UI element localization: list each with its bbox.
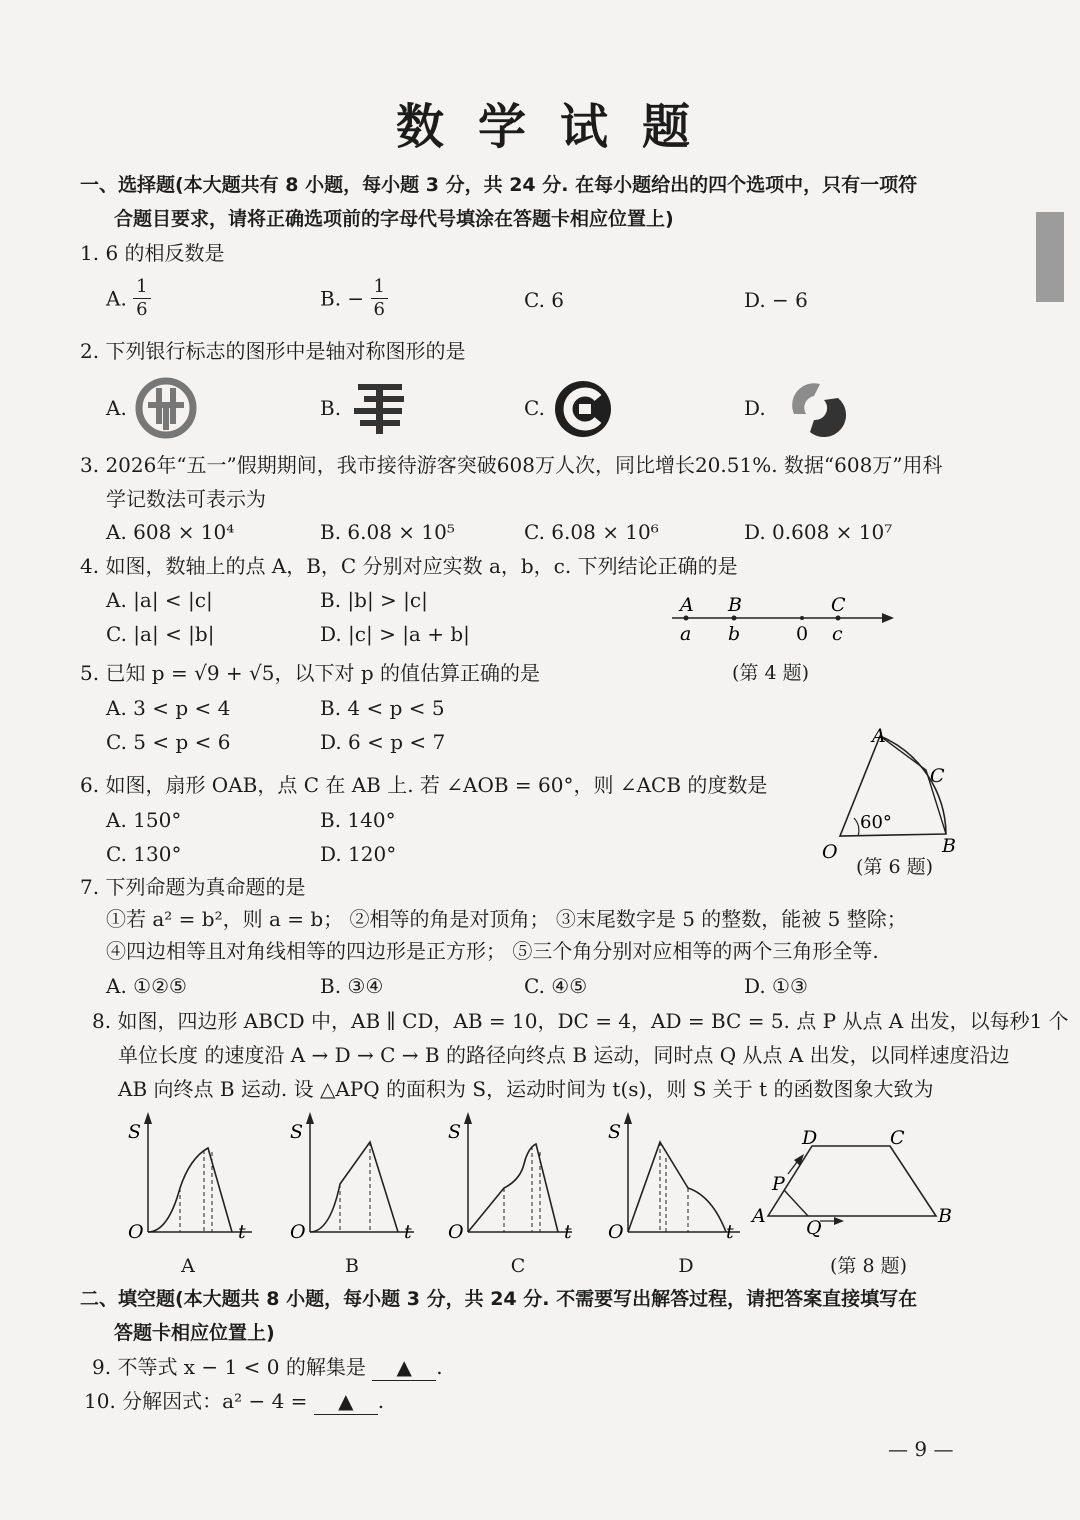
page-title: 数学试题 — [396, 99, 725, 155]
svg-text:S: S — [128, 1121, 142, 1143]
svg-text:O: O — [290, 1221, 306, 1243]
q3-stem-line1: 3. 2026年“五一”假期期间，我市接待游客突破608万人次，同比增长20.51%. 数据“608万”用科 — [80, 453, 943, 477]
q5-option-a: A. 3 < p < 4 — [106, 696, 231, 720]
q8-stem-line3: AB 向终点 B 运动. 设 △APQ 的面积为 S，运动时间为 t(s)，则 S 关于 t 的函数图象大致为 — [118, 1077, 934, 1101]
q4-option-c: C. |a| < |b| — [106, 622, 215, 646]
q6-sector-figure — [818, 718, 968, 864]
q8-graph-c-label: C — [510, 1255, 526, 1277]
q4-option-a: A. |a| < |c| — [106, 588, 213, 612]
q6-label-A: A — [872, 725, 886, 747]
q9-line: 9. 不等式 x − 1 < 0 的解集是 ▲ . — [92, 1355, 443, 1379]
svg-text:t: t — [238, 1221, 246, 1243]
q1-option-a: A. $\frac{1}{6}$ — [106, 276, 151, 321]
page-number: — 9 — — [888, 1437, 954, 1461]
q10-line: 10. 分解因式：a² − 4 = ▲ . — [84, 1389, 385, 1413]
svg-text:t: t — [404, 1221, 412, 1243]
q3-option-d: D. 0.608 × 10⁷ — [744, 520, 893, 544]
q2-option-c-label: C. — [524, 396, 545, 420]
bank-logo-b-icon — [350, 378, 410, 438]
q8-graph-d — [600, 1108, 750, 1244]
svg-text:O: O — [448, 1221, 464, 1243]
q1-option-b: B. − $\frac{1}{6}$ — [320, 276, 388, 321]
q8-label-Q: Q — [806, 1217, 822, 1239]
svg-text:S: S — [608, 1121, 622, 1143]
q4-label-a: a — [680, 623, 692, 645]
q2-option-a-label: A. — [106, 396, 127, 420]
q2-stem: 2. 下列银行标志的图形中是轴对称图形的是 — [80, 339, 466, 363]
q8-label-B: B — [938, 1205, 952, 1227]
bank-logo-a-icon — [134, 376, 198, 440]
q6-label-O: O — [822, 841, 838, 863]
q3-option-a: A. 608 × 10⁴ — [106, 520, 235, 544]
q3-stem-line2: 学记数法可表示为 — [106, 487, 266, 511]
q4-label-B: B — [728, 594, 742, 616]
q8-graph-a-label: A — [181, 1255, 195, 1277]
q1-option-c: C. 6 — [524, 288, 565, 312]
q8-trapezoid-figure — [750, 1124, 962, 1242]
q2-option-b-label: B. — [320, 396, 342, 420]
q8-label-D: D — [802, 1127, 818, 1149]
q6-figure-caption: (第 6 题) — [856, 856, 933, 878]
q7-statement-line1: ①若 a² = b²，则 a = b； ②相等的角是对顶角； ③末尾数字是 5 的整数，能被 5 整除； — [106, 907, 907, 931]
q9-answer-blank: ▲ — [372, 1354, 436, 1381]
svg-text:O: O — [608, 1221, 624, 1243]
bank-logo-c-icon — [552, 378, 614, 440]
q8-graph-b-label: B — [345, 1255, 359, 1277]
q6-option-d: D. 120° — [320, 842, 397, 866]
q7-option-d: D. ①③ — [744, 974, 808, 998]
q7-option-c: C. ④⑤ — [524, 974, 588, 998]
q4-option-b: B. |b| > |c| — [320, 588, 428, 612]
section1-header-line1: 一、选择题(本大题共有 8 小题，每小题 3 分，共 24 分. 在每小题给出的四个选项中，只有一项符 — [80, 174, 918, 196]
q3-option-c: C. 6.08 × 10⁶ — [524, 520, 659, 544]
q3-option-b: B. 6.08 × 10⁵ — [320, 520, 455, 544]
q5-option-d: D. 6 < p < 7 — [320, 730, 446, 754]
q5-option-b: B. 4 < p < 5 — [320, 696, 445, 720]
q9-stem: 9. 不等式 x − 1 < 0 的解集是 — [92, 1355, 366, 1379]
q6-label-angle: 60° — [860, 812, 892, 833]
q8-stem-line1: 8. 如图，四边形 ABCD 中，AB ∥ CD，AB = 10，DC = 4，AD = BC = 5. 点 P 从点 A 出发，以每秒1 个 — [92, 1009, 1069, 1033]
q4-number-line-figure — [668, 592, 898, 648]
q1-stem: 1. 6 的相反数是 — [80, 241, 225, 265]
q10-answer-blank: ▲ — [314, 1388, 378, 1415]
section2-header-line2: 答题卡相应位置上) — [114, 1322, 275, 1344]
bank-logo-d-icon — [780, 376, 846, 438]
section1-header-line2: 合题目要求，请将正确选项前的字母代号填涂在答题卡相应位置上) — [114, 208, 674, 230]
q6-option-b: B. 140° — [320, 808, 396, 832]
q8-figure-caption: (第 8 题) — [830, 1255, 907, 1277]
q8-graph-a — [120, 1108, 260, 1244]
q7-option-b: B. ③④ — [320, 974, 384, 998]
q5-option-c: C. 5 < p < 6 — [106, 730, 231, 754]
q4-option-d: D. |c| > |a + b| — [320, 622, 470, 646]
q6-stem: 6. 如图，扇形 OAB，点 C 在 AB 上. 若 ∠AOB = 60°，则 ∠ACB 的度数是 — [80, 773, 768, 797]
svg-text:S: S — [448, 1121, 462, 1143]
q8-label-P: P — [772, 1173, 785, 1195]
q6-option-a: A. 150° — [106, 808, 182, 832]
q4-stem: 4. 如图，数轴上的点 A，B，C 分别对应实数 a，b，c. 下列结论正确的是 — [80, 554, 738, 578]
q8-stem-line2: 单位长度 的速度沿 A → D → C → B 的路径向终点 B 运动，同时点 Q 从点 A 出发，以同样速度沿边 — [118, 1043, 1010, 1067]
side-tab-marker — [1036, 212, 1064, 302]
svg-text:O: O — [128, 1221, 144, 1243]
q8-graph-b — [282, 1108, 422, 1244]
svg-text:S: S — [290, 1121, 304, 1143]
q6-label-C: C — [930, 765, 945, 787]
q7-stem: 7. 下列命题为真命题的是 — [80, 875, 306, 899]
q1-option-d: D. − 6 — [744, 288, 808, 312]
svg-text:t: t — [726, 1221, 734, 1243]
q7-statement-line2: ④四边相等且对角线相等的四边形是正方形； ⑤三个角分别对应相等的两个三角形全等. — [106, 939, 879, 963]
q4-label-b: b — [728, 623, 741, 645]
q4-label-zero: 0 — [796, 623, 809, 645]
svg-text:t: t — [564, 1221, 572, 1243]
q8-graph-c — [440, 1108, 580, 1244]
q4-label-C: C — [831, 594, 846, 616]
q8-label-A: A — [752, 1205, 766, 1227]
q4-label-A: A — [680, 594, 694, 616]
section2-header-line1: 二、填空题(本大题共 8 小题，每小题 3 分，共 24 分. 不需要写出解答过程，请把答案直接填写在 — [80, 1288, 918, 1310]
q8-label-C: C — [890, 1127, 905, 1149]
q2-option-d-label: D. — [744, 396, 766, 420]
q4-label-c: c — [832, 623, 843, 645]
q10-stem: 10. 分解因式：a² − 4 = — [84, 1389, 308, 1413]
q4-figure-caption: (第 4 题) — [732, 662, 809, 684]
q6-label-B: B — [942, 835, 956, 857]
q8-graph-d-label: D — [678, 1255, 694, 1277]
q7-option-a: A. ①②⑤ — [106, 974, 187, 998]
q5-stem: 5. 已知 p = √9 + √5，以下对 p 的值估算正确的是 — [80, 661, 540, 685]
q6-option-c: C. 130° — [106, 842, 182, 866]
